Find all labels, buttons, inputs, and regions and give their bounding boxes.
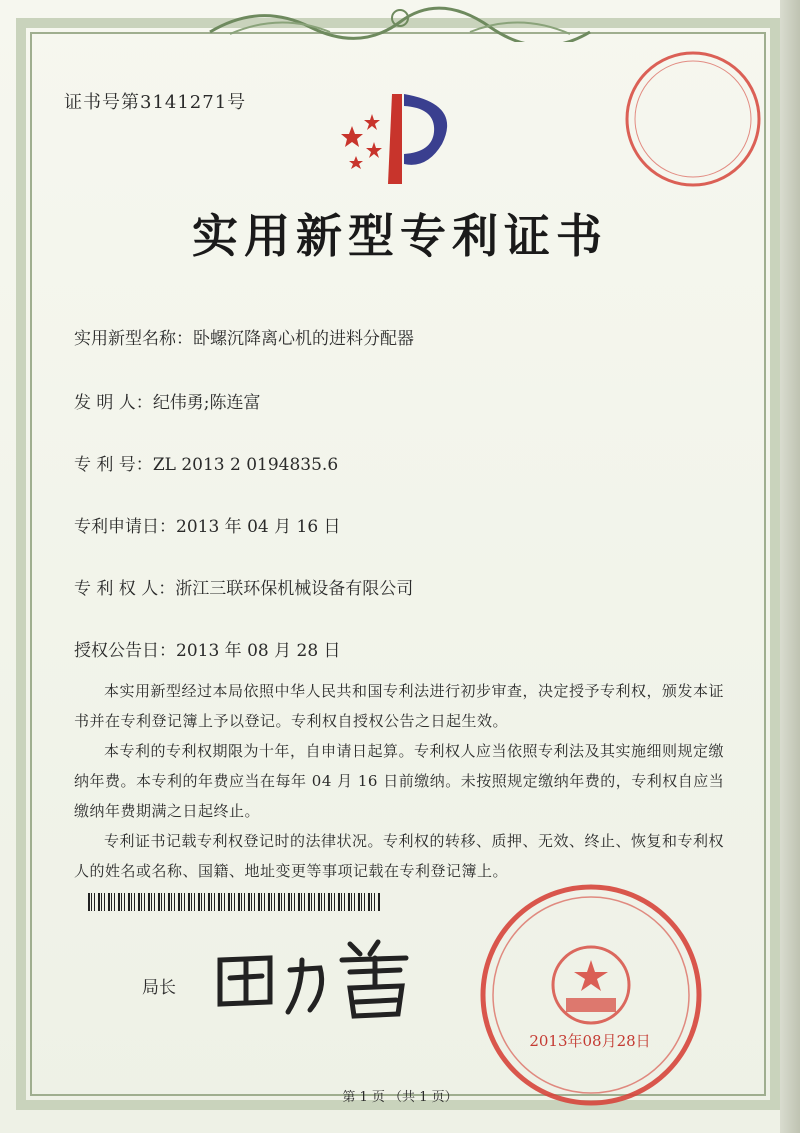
filing-date-label: 专利申请日：: [74, 517, 176, 537]
certificate-number: 证书号第3141271号: [64, 92, 247, 113]
filing-date-row: [74, 512, 341, 537]
holder-row: [74, 574, 413, 599]
patent-number-label: 专 利 号：: [74, 455, 153, 475]
top-ornament-icon: [200, 2, 600, 42]
announce-date-row: [74, 636, 341, 661]
page-title: 实用新型专利证书: [192, 209, 608, 263]
barcode-icon: [88, 893, 383, 911]
holder-value: 浙江三联环保机械设备有限公司: [175, 579, 414, 599]
inventor-label: 发 明 人：: [74, 393, 153, 413]
utility-name-value: 卧螺沉降离心机的进料分配器: [193, 329, 414, 349]
director-signature-icon: [210, 930, 430, 1020]
announce-date-value: 2013 年 08 月 28 日: [176, 641, 341, 661]
national-ip-seal-icon: [476, 880, 706, 1110]
binding-edge: [780, 0, 800, 1133]
patent-number-value: ZL 2013 2 0194835.6: [152, 455, 339, 475]
paragraph-grant: 本实用新型经过本局依照中华人民共和国专利法进行初步审查，决定授予专利权，颁发本证书并在专利登记簿上予以登记。专利权自授权公告之日起生效。: [74, 682, 725, 730]
utility-name-label: 实用新型名称：: [74, 329, 193, 349]
tax-seal-icon: [618, 44, 768, 194]
inventor-row: [74, 388, 261, 413]
filing-date-value: 2013 年 04 月 16 日: [176, 517, 341, 537]
seal-date: 2013年08月28日: [529, 1032, 651, 1050]
director-label: 局长: [142, 978, 176, 998]
paragraph-legal-status: 专利证书记载专利权登记时的法律状况。专利权的转移、质押、无效、终止、恢复和专利权人的姓名或名称、国籍、地址变更等事项记载在专利登记簿上。: [74, 832, 725, 880]
patent-number-row: [74, 450, 338, 475]
paragraph-term: 本专利的专利权期限为十年，自申请日起算。专利权人应当依照专利法及其实施细则规定缴纳年费。本专利的年费应当在每年 04 月 16 日前缴纳。未按照规定缴纳年费的，专利权自应当缴纳年费期满之日起终止。: [74, 742, 725, 820]
inventor-value: 纪伟勇;陈连富: [152, 393, 261, 413]
patent-office-logo-icon: [322, 84, 472, 194]
holder-label: 专 利 权 人：: [74, 579, 176, 599]
announce-date-label: 授权公告日：: [74, 641, 176, 661]
utility-name-row: [74, 324, 414, 349]
page-number: 第 1 页 （共 1 页）: [342, 1090, 458, 1105]
